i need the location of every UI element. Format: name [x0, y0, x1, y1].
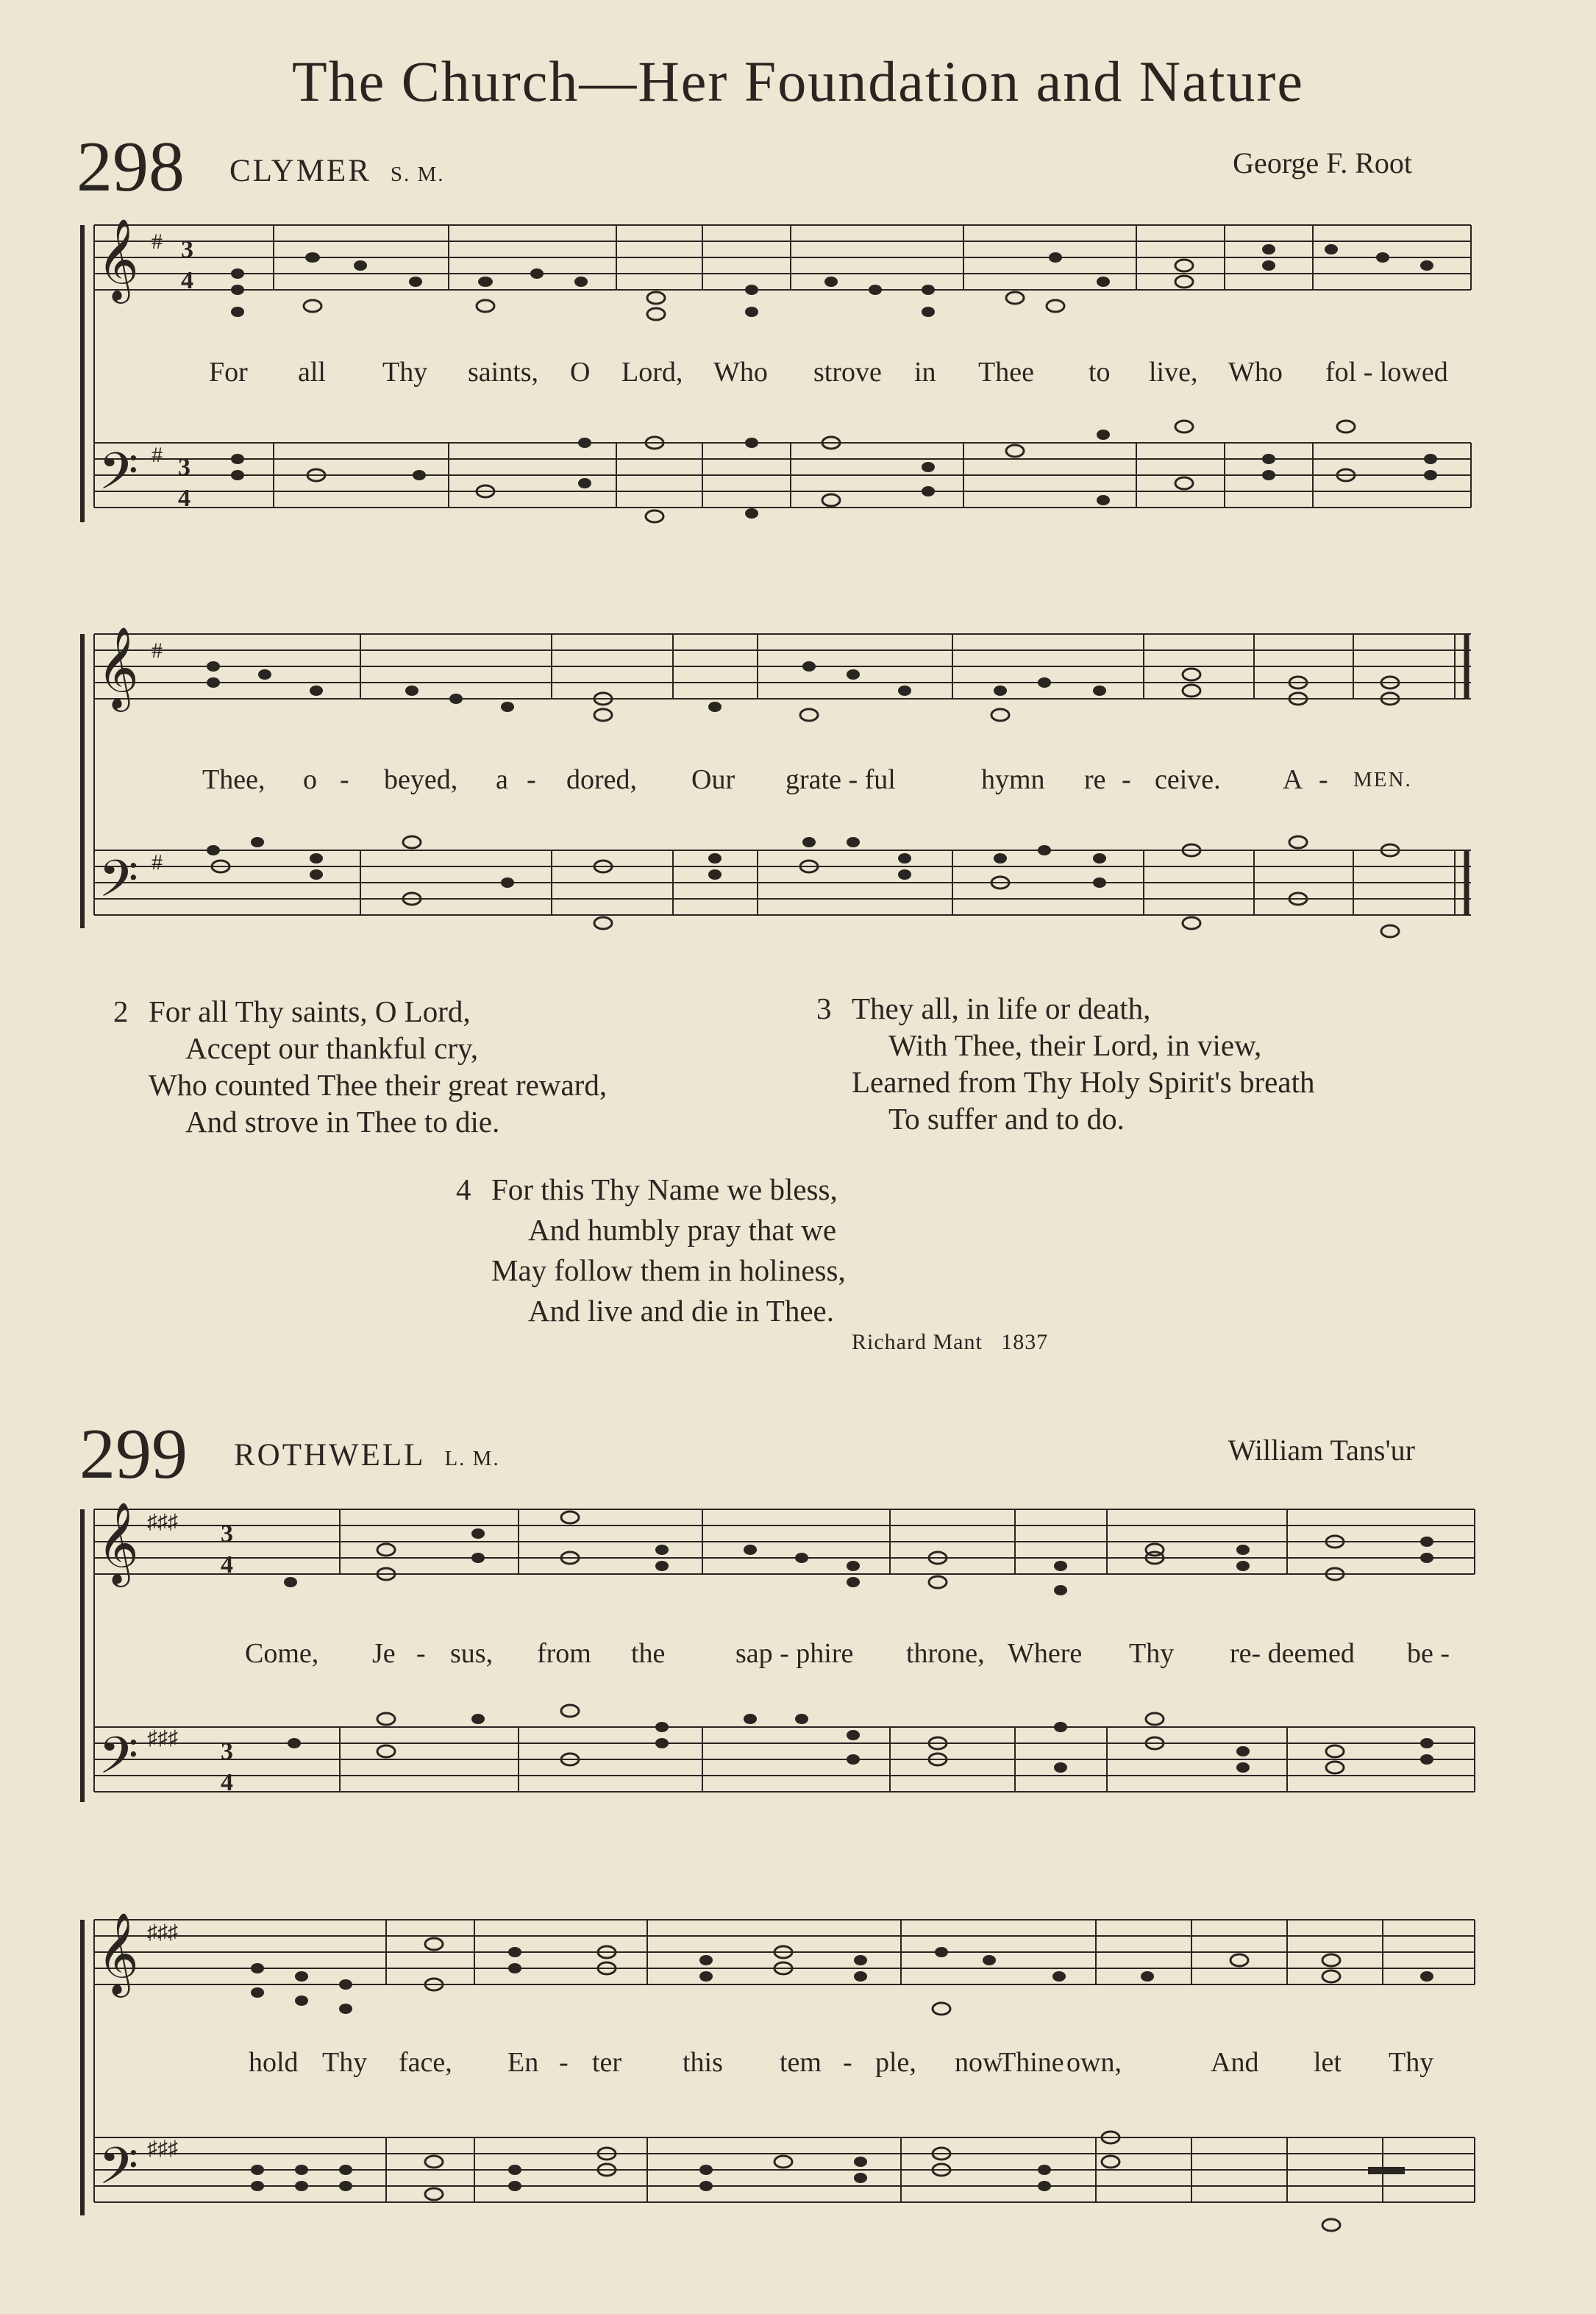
lyric-syllable: A: [1283, 764, 1303, 795]
lyric-syllable: be -: [1407, 1638, 1450, 1669]
hymn-298-tune-header: [229, 153, 445, 189]
verse-line: For all Thy saints, O Lord,: [149, 994, 471, 1028]
verse-line: Learned from Thy Holy Spirit's breath: [852, 1065, 1315, 1099]
lyric-syllable: Our: [691, 764, 735, 795]
verse-line: Accept our thankful cry,: [185, 1031, 479, 1065]
lyric-syllable: En: [507, 2047, 539, 2078]
verse-number: 3: [816, 992, 832, 1025]
lyric-syllable: And: [1211, 2047, 1259, 2078]
lyric-syllable: Thy: [1389, 2047, 1434, 2078]
svg-text:♯♯♯: ♯♯♯: [147, 2137, 178, 2160]
lyric-syllable: O: [570, 357, 591, 388]
lyric-syllable: hold: [249, 2047, 299, 2078]
lyric-syllable: Je: [372, 1638, 396, 1669]
lyric-syllable: o: [303, 764, 317, 795]
lyric-syllable: throne,: [906, 1638, 985, 1669]
svg-text:3: 3: [221, 1520, 233, 1548]
composer-298: George F. Root: [1233, 146, 1412, 179]
verse-number: 2: [113, 994, 129, 1028]
lyric-syllable: -: [527, 764, 536, 795]
lyric-syllable: -: [340, 764, 349, 795]
hymn-298-author: [852, 1330, 1048, 1355]
lyric-syllable: saints,: [468, 357, 539, 388]
hymn-number-299: 299: [79, 1414, 188, 1494]
lyric-syllable: let: [1314, 2047, 1342, 2078]
lyric-syllable: the: [631, 1638, 666, 1669]
svg-text:𝄢: 𝄢: [99, 2136, 139, 2208]
lyric-syllable: Where: [1008, 1638, 1083, 1669]
lyric-syllable: Lord,: [621, 357, 683, 388]
verse-line: And humbly pray that we: [528, 1213, 837, 1247]
lyric-syllable: beyed,: [384, 764, 458, 795]
lyric-syllable: MEN.: [1353, 768, 1412, 791]
lyric-syllable: fol - lowed: [1325, 357, 1448, 388]
svg-text:♯♯♯: ♯♯♯: [147, 1921, 178, 1944]
svg-text:#: #: [152, 443, 163, 467]
lyric-syllable: ple,: [875, 2047, 916, 2078]
author-year: 1837: [1001, 1330, 1049, 1354]
lyric-syllable: a: [496, 764, 508, 795]
lyric-syllable: Thee,: [202, 764, 266, 795]
lyric-syllable: hymn: [981, 764, 1045, 795]
hymn-298-verse-4: [456, 1170, 846, 1331]
hymn-298-verse-2: [113, 993, 607, 1140]
lyric-syllable: in: [914, 357, 936, 388]
tune-name-298: CLYMER: [229, 154, 371, 188]
lyric-syllable: Who: [1228, 357, 1283, 388]
lyric-syllable: Who: [713, 357, 768, 388]
svg-text:♯♯♯: ♯♯♯: [147, 1727, 178, 1750]
verse-line: And live and die in Thee.: [528, 1294, 834, 1328]
lyric-syllable: own,: [1066, 2047, 1122, 2078]
hymn-299-lyrics-line-1: [0, 1637, 1596, 1674]
hymn-298-verse-3: [816, 990, 1314, 1137]
lyric-syllable: ter: [592, 2047, 622, 2078]
verse-line: And strove in Thee to die.: [185, 1105, 500, 1139]
lyric-syllable: dored,: [566, 764, 638, 795]
svg-text:4: 4: [221, 1551, 233, 1578]
tune-name-299: ROTHWELL: [234, 1438, 426, 1473]
lyric-syllable: re- deemed: [1230, 1638, 1355, 1669]
lyric-syllable: -: [416, 1638, 426, 1669]
lyric-syllable: For: [209, 357, 248, 388]
lyric-syllable: now: [955, 2047, 1003, 2078]
verse-line: Who counted Thee their great reward,: [149, 1068, 608, 1102]
hymn-number-298: 298: [76, 127, 185, 207]
svg-text:𝄞: 𝄞: [97, 218, 139, 300]
lyric-syllable: ceive.: [1155, 764, 1221, 795]
hymn-298-lyrics-line-2: [0, 763, 1596, 800]
lyric-syllable: tem: [780, 2047, 822, 2078]
page-title: The Church—Her Foundation and Nature: [292, 49, 1304, 113]
lyric-syllable: all: [298, 357, 326, 388]
lyric-syllable: -: [1319, 764, 1328, 795]
verse-line: They all, in life or death,: [852, 992, 1151, 1025]
lyric-syllable: Come,: [245, 1638, 319, 1669]
lyric-syllable: re: [1084, 764, 1106, 795]
svg-text:3: 3: [221, 1738, 233, 1765]
svg-text:𝄞: 𝄞: [97, 626, 139, 708]
svg-text:♯♯♯: ♯♯♯: [147, 1511, 178, 1534]
lyric-syllable: this: [683, 2047, 723, 2078]
svg-text:4: 4: [178, 485, 190, 512]
svg-text:𝄢: 𝄢: [99, 1726, 139, 1798]
lyric-syllable: strove: [813, 357, 882, 388]
lyric-syllable: grate - ful: [785, 764, 896, 795]
lyric-syllable: Thy: [382, 357, 428, 388]
verse-number: 4: [456, 1172, 471, 1206]
svg-text:𝄢: 𝄢: [99, 441, 139, 513]
lyric-syllable: Thee: [978, 357, 1034, 388]
svg-text:4: 4: [221, 1769, 233, 1796]
meter-299: L. M.: [444, 1447, 500, 1470]
verse-line: With Thee, their Lord, in view,: [888, 1028, 1262, 1062]
lyric-syllable: -: [559, 2047, 569, 2078]
svg-text:#: #: [152, 850, 163, 875]
lyric-syllable: Thy: [1129, 1638, 1175, 1669]
hymn-299-tune-header: [234, 1437, 500, 1473]
lyric-syllable: -: [1122, 764, 1131, 795]
svg-text:𝄢: 𝄢: [99, 849, 139, 921]
author-name: Richard Mant: [852, 1330, 983, 1354]
svg-text:#: #: [152, 638, 163, 663]
lyric-syllable: face,: [399, 2047, 452, 2078]
composer-299: William Tans'ur: [1228, 1434, 1415, 1467]
lyric-syllable: to: [1089, 357, 1111, 388]
verse-line: May follow them in holiness,: [491, 1253, 846, 1287]
lyric-syllable: Thine: [999, 2047, 1064, 2078]
lyric-syllable: sus,: [450, 1638, 494, 1669]
svg-text:#: #: [152, 229, 163, 254]
lyric-syllable: live,: [1149, 357, 1198, 388]
lyric-syllable: Thy: [322, 2047, 368, 2078]
lyric-syllable: from: [537, 1638, 591, 1669]
svg-text:𝄞: 𝄞: [97, 1912, 139, 1994]
hymn-299-lyrics-line-2: [0, 2046, 1596, 2083]
lyric-syllable: sap - phire: [735, 1638, 854, 1669]
meter-298: S. M.: [390, 163, 445, 186]
svg-text:4: 4: [181, 267, 193, 294]
hymn-298-lyrics-line-1: [0, 356, 1596, 393]
svg-text:3: 3: [181, 236, 193, 263]
verse-line: To suffer and to do.: [888, 1102, 1125, 1136]
svg-text:3: 3: [178, 454, 190, 481]
svg-text:𝄞: 𝄞: [97, 1501, 139, 1584]
lyric-syllable: -: [843, 2047, 852, 2078]
verse-line: For this Thy Name we bless,: [491, 1172, 838, 1206]
